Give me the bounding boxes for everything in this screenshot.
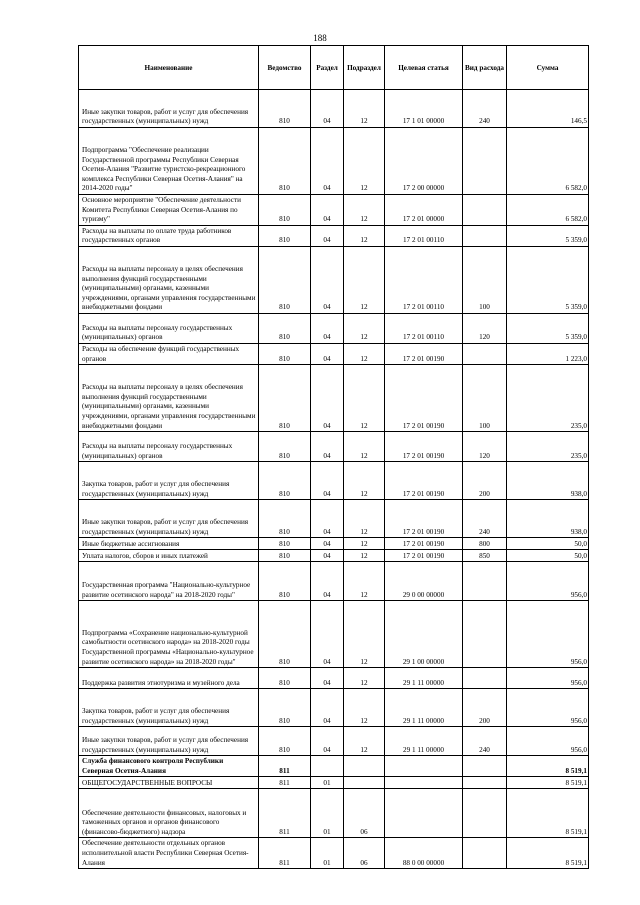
table-header-row [79,46,589,90]
cell-expense-type: 200 [463,462,507,500]
table-row [79,225,589,246]
table-row [79,668,589,689]
cell-section: 01 [311,789,344,838]
cell-section: 04 [311,225,344,246]
cell-expense-type [463,343,507,364]
cell-dept: 810 [259,500,311,538]
cell-subsection: 12 [344,668,385,689]
table-row [79,601,589,668]
cell-subsection: 12 [344,195,385,226]
cell-amount: 6 582,0 [507,195,589,226]
table-row [79,777,589,789]
cell-amount: 956,0 [507,689,589,727]
cell-expense-type: 100 [463,246,507,313]
cell-amount: 8 519,1 [507,756,589,777]
cell-expense-type: 240 [463,727,507,756]
cell-target: 17 1 01 00000 [385,90,463,128]
header-name: Наименование [79,46,259,90]
cell-amount: 5 359,0 [507,246,589,313]
cell-section: 04 [311,90,344,128]
cell-dept: 811 [259,789,311,838]
cell-target: 17 2 01 00110 [385,246,463,313]
cell-target [385,777,463,789]
cell-section [311,756,344,777]
table-row [79,365,589,432]
cell-name: Уплата налогов, сборов и иных платежей [79,550,259,562]
cell-dept: 810 [259,562,311,601]
cell-amount: 956,0 [507,668,589,689]
cell-name: Иные закупки товаров, работ и услуг для обеспечения государственных (муниципальных) нужд [79,90,259,128]
table-row [79,432,589,462]
cell-name: Расходы на выплаты по оплате труда работников государственных органов [79,225,259,246]
cell-subsection: 12 [344,343,385,364]
cell-section: 04 [311,538,344,550]
table-row [79,838,589,869]
cell-section: 01 [311,838,344,869]
cell-section: 04 [311,727,344,756]
table-row [79,689,589,727]
cell-target: 17 2 00 00000 [385,128,463,195]
cell-target: 29 0 00 00000 [385,562,463,601]
cell-section: 01 [311,777,344,789]
cell-subsection: 12 [344,365,385,432]
cell-dept: 810 [259,225,311,246]
cell-amount: 5 359,0 [507,313,589,343]
budget-table [78,45,589,869]
cell-dept: 810 [259,195,311,226]
cell-dept: 811 [259,838,311,869]
cell-subsection: 06 [344,789,385,838]
cell-name: ОБЩЕГОСУДАРСТВЕННЫЕ ВОПРОСЫ [79,777,259,789]
cell-target [385,756,463,777]
cell-amount: 1 223,0 [507,343,589,364]
cell-amount: 6 582,0 [507,128,589,195]
cell-name: Закупка товаров, работ и услуг для обеспечения государственных (муниципальных) нужд [79,689,259,727]
header-target: Целевая статья [385,46,463,90]
cell-name: Подпрограмма "Обеспечение реализации Государственной программы Республики Северная Осетия-Алания "Развитие туристско-рекреационного комплекса Республики Северная Осетия-Алания" на 2014-2020 годы" [79,128,259,195]
cell-target: 17 2 01 00190 [385,343,463,364]
cell-expense-type [463,562,507,601]
cell-dept: 810 [259,727,311,756]
cell-subsection: 12 [344,562,385,601]
cell-target [385,789,463,838]
cell-dept: 810 [259,343,311,364]
cell-section: 04 [311,246,344,313]
cell-section: 04 [311,550,344,562]
cell-expense-type [463,601,507,668]
cell-subsection [344,777,385,789]
table-row [79,727,589,756]
cell-name: Иные закупки товаров, работ и услуг для обеспечения государственных (муниципальных) нужд [79,500,259,538]
cell-expense-type: 120 [463,432,507,462]
cell-name: Служба финансового контроля Республики Северная Осетия-Алания [79,756,259,777]
cell-amount: 938,0 [507,462,589,500]
cell-amount: 938,0 [507,500,589,538]
cell-subsection: 12 [344,550,385,562]
table-row [79,462,589,500]
cell-name: Поддержка развития этнотуризма и музейного дела [79,668,259,689]
cell-subsection: 06 [344,838,385,869]
cell-dept: 810 [259,90,311,128]
cell-amount: 956,0 [507,601,589,668]
cell-section: 04 [311,432,344,462]
cell-expense-type [463,789,507,838]
cell-subsection: 12 [344,313,385,343]
cell-section: 04 [311,601,344,668]
cell-amount: 956,0 [507,727,589,756]
cell-section: 04 [311,500,344,538]
cell-section: 04 [311,313,344,343]
cell-name: Расходы на выплаты персоналу государственных (муниципальных) органов [79,313,259,343]
cell-dept: 810 [259,462,311,500]
cell-subsection: 12 [344,462,385,500]
cell-dept: 810 [259,550,311,562]
cell-subsection: 12 [344,538,385,550]
cell-amount: 235,0 [507,365,589,432]
cell-section: 04 [311,128,344,195]
cell-expense-type: 120 [463,313,507,343]
cell-target: 17 2 01 00190 [385,432,463,462]
cell-target: 88 0 00 00000 [385,838,463,869]
header-expense-type: Вид расхода [463,46,507,90]
cell-subsection: 12 [344,727,385,756]
cell-target: 17 2 01 00000 [385,195,463,226]
cell-expense-type [463,195,507,226]
cell-name: Расходы на выплаты персоналу в целях обеспечения выполнения функций государственными (муниципальными) органами, казенными учреждениями, органами управления государственными внебюджетными фондами [79,246,259,313]
table-row [79,789,589,838]
table-row [79,550,589,562]
cell-name: Закупка товаров, работ и услуг для обеспечения государственных (муниципальных) нужд [79,462,259,500]
cell-section: 04 [311,668,344,689]
cell-expense-type: 100 [463,365,507,432]
cell-section: 04 [311,195,344,226]
cell-amount: 50,0 [507,538,589,550]
cell-amount: 5 359,0 [507,225,589,246]
cell-dept: 811 [259,756,311,777]
cell-expense-type [463,225,507,246]
cell-target: 17 2 01 00190 [385,365,463,432]
cell-target: 29 1 11 00000 [385,668,463,689]
cell-subsection: 12 [344,500,385,538]
cell-expense-type [463,128,507,195]
cell-subsection: 12 [344,432,385,462]
table-row [79,756,589,777]
cell-subsection: 12 [344,689,385,727]
cell-dept: 810 [259,313,311,343]
header-section: Раздел [311,46,344,90]
cell-name: Основное мероприятие "Обеспечение деятельности Комитета Республики Северная Осетия-Алания по туризму" [79,195,259,226]
cell-target: 17 2 01 00190 [385,500,463,538]
cell-target: 17 2 01 00190 [385,538,463,550]
table-row [79,562,589,601]
cell-target: 17 2 01 00110 [385,225,463,246]
header-subsection: Подраздел [344,46,385,90]
cell-target: 29 1 00 00000 [385,601,463,668]
cell-expense-type: 200 [463,689,507,727]
cell-expense-type: 850 [463,550,507,562]
cell-name: Государственная программа "Национально-культурное развитие осетинского народа" на 2018-2020 годы" [79,562,259,601]
cell-target: 17 2 01 00190 [385,550,463,562]
cell-target: 17 2 01 00190 [385,462,463,500]
cell-subsection: 12 [344,246,385,313]
cell-expense-type [463,756,507,777]
cell-dept: 810 [259,246,311,313]
cell-dept: 810 [259,601,311,668]
cell-section: 04 [311,562,344,601]
table-row [79,313,589,343]
cell-name: Расходы на выплаты персоналу в целях обеспечения выполнения функций государственными (муниципальными) органами, казенными учреждениями, органами управления государственными внебюджетными фондами [79,365,259,432]
cell-amount: 8 519,1 [507,789,589,838]
cell-section: 04 [311,343,344,364]
cell-name: Расходы на обеспечение функций государственных органов [79,343,259,364]
cell-expense-type: 240 [463,500,507,538]
cell-dept: 810 [259,432,311,462]
table-row [79,500,589,538]
cell-expense-type: 800 [463,538,507,550]
cell-amount: 146,5 [507,90,589,128]
cell-subsection: 12 [344,90,385,128]
cell-section: 04 [311,365,344,432]
cell-name: Иные бюджетные ассигнования [79,538,259,550]
cell-target: 17 2 01 00110 [385,313,463,343]
cell-name: Расходы на выплаты персоналу государственных (муниципальных) органов [79,432,259,462]
cell-expense-type: 240 [463,90,507,128]
cell-dept: 810 [259,538,311,550]
cell-subsection: 12 [344,128,385,195]
cell-dept: 810 [259,668,311,689]
table-row [79,128,589,195]
header-amount: Сумма [507,46,589,90]
cell-name: Обеспечение деятельности финансовых, налоговых и таможенных органов и органов финансового (финансово-бюджетного) надзора [79,789,259,838]
cell-amount: 50,0 [507,550,589,562]
table-row [79,343,589,364]
table-row [79,246,589,313]
cell-dept: 810 [259,689,311,727]
cell-name: Обеспечение деятельности отдельных органов исполнительной власти Республики Северная Осетия-Алания [79,838,259,869]
cell-expense-type [463,777,507,789]
table-row [79,538,589,550]
table-row [79,90,589,128]
cell-expense-type [463,668,507,689]
cell-subsection: 12 [344,601,385,668]
cell-dept: 810 [259,365,311,432]
cell-subsection: 12 [344,225,385,246]
cell-dept: 810 [259,128,311,195]
cell-section: 04 [311,689,344,727]
page-number: 188 [313,33,327,43]
cell-expense-type [463,838,507,869]
cell-name: Подпрограмма «Сохранение национально-культурной самобытности осетинского народа» на 2018-2020 годы Государственной программы «Национально-культурное развитие осетинского народа» на 2018-2020 годы" [79,601,259,668]
cell-dept: 811 [259,777,311,789]
cell-section: 04 [311,462,344,500]
cell-amount: 235,0 [507,432,589,462]
cell-amount: 8 519,1 [507,838,589,869]
header-dept: Ведомство [259,46,311,90]
cell-name: Иные закупки товаров, работ и услуг для обеспечения государственных (муниципальных) нужд [79,727,259,756]
cell-amount: 8 519,1 [507,777,589,789]
cell-target: 29 1 11 00000 [385,727,463,756]
table-row [79,195,589,226]
cell-target: 29 1 11 00000 [385,689,463,727]
cell-amount: 956,0 [507,562,589,601]
cell-subsection [344,756,385,777]
